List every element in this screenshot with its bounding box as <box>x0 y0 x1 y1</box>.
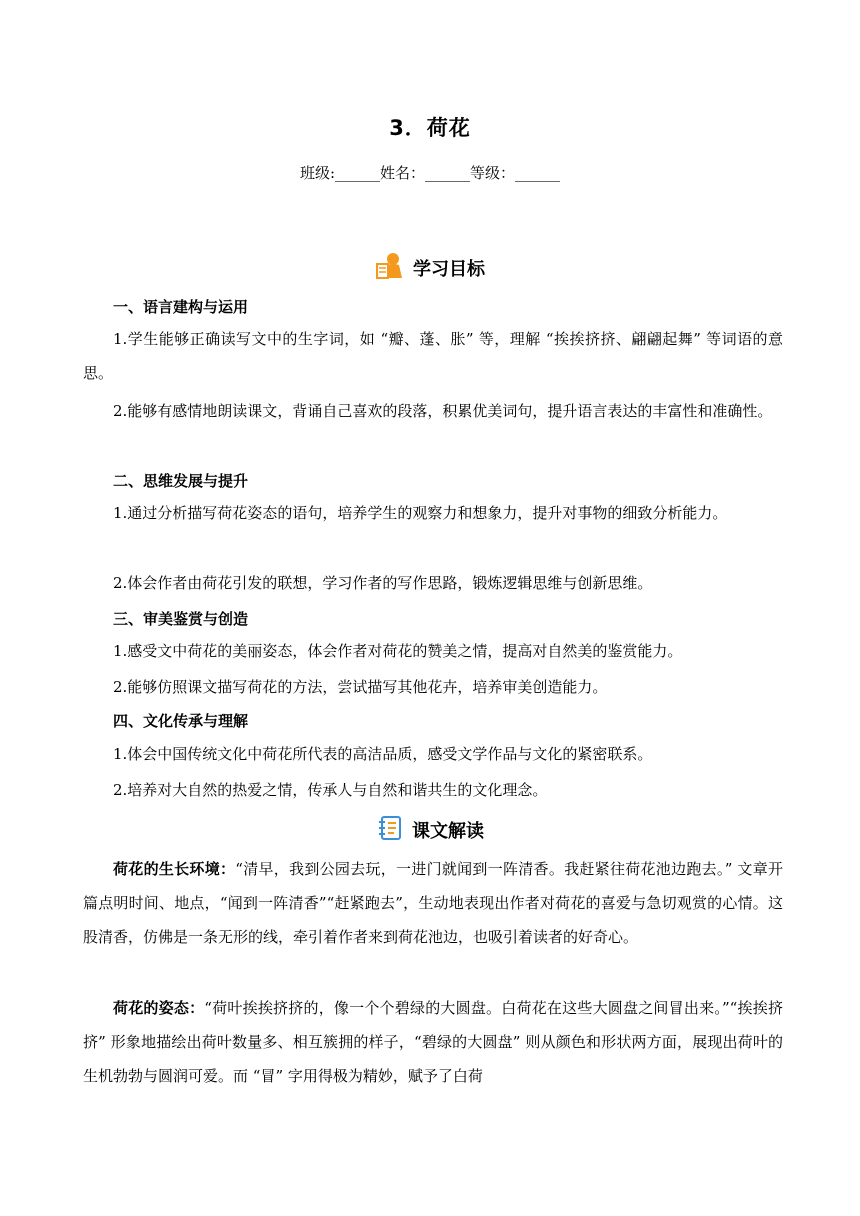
goals-heading: 学习目标 <box>413 259 485 280</box>
goal-group-title: 三、审美鉴赏与创造 <box>113 610 249 628</box>
paragraph-label: 荷花的生长环境： <box>113 860 236 878</box>
goal-group-title: 二、思维发展与提升 <box>113 472 249 490</box>
goal-item: 1.通过分析描写荷花姿态的语句，培养学生的观察力和想象力，提升对事物的细致分析能力。 <box>113 504 728 522</box>
goal-item: 1.体会中国传统文化中荷花所代表的高洁品质，感受文学作品与文化的紧密联系。 <box>113 745 653 763</box>
reading-person-icon <box>375 252 405 284</box>
notebook-icon <box>376 814 404 846</box>
reading-section-header <box>0 814 860 846</box>
goal-group-title: 一、语言建构与运用 <box>113 298 249 316</box>
goals-section-header <box>0 252 860 284</box>
reading-paragraph <box>83 852 783 954</box>
paragraph-text: “清早，我到公园去玩，一进门就闻到一阵清香。我赶紧往荷花池边跑去。” 文章开篇点明时间、地点，“闻到一阵清香”“赶紧跑去”，生动地表现出作者对荷花的喜爱与急切观赏的心情。这股清香，仿佛是一条无形的线，牵引着作者来到荷花池边，也吸引着读者的好奇心。 <box>83 860 783 946</box>
reading-paragraph <box>83 991 783 1093</box>
paragraph-text: “荷叶挨挨挤挤的，像一个个碧绿的大圆盘。白荷花在这些大圆盘之间冒出来。”“挨挨挤挤” 形象地描绘出荷叶数量多、相互簇拥的样子，“碧绿的大圆盘” 则从颜色和形状两方面，展现出荷叶的生机勃勃与圆润可爱。而 “冒” 字用得极为精妙，赋予了白荷 <box>83 999 783 1085</box>
lesson-title: 3．荷花 <box>389 116 471 140</box>
goal-item: 1.感受文中荷花的美丽姿态，体会作者对荷花的赞美之情，提高对自然美的鉴赏能力。 <box>113 642 683 660</box>
goal-item: 2.体会作者由荷花引发的联想，学习作者的写作思路，锻炼逻辑思维与创新思维。 <box>113 574 653 592</box>
goal-item: 2.培养对大自然的热爱之情，传承人与自然和谐共生的文化理念。 <box>113 781 548 799</box>
student-info-line: 班级:______姓名：______等级：______ <box>299 164 561 182</box>
goal-group-title: 四、文化传承与理解 <box>113 712 249 730</box>
goal-item: 2.能够仿照课文描写荷花的方法，尝试描写其他花卉，培养审美创造能力。 <box>113 678 608 696</box>
paragraph-label: 荷花的姿态： <box>113 999 205 1017</box>
goal-item: 1.学生能够正确读写文中的生字词，如 “瓣、蓬、胀” 等，理解 “挨挨挤挤、翩翩起舞” 等词语的意思。 <box>83 330 783 382</box>
reading-heading: 课文解读 <box>412 821 484 842</box>
goal-item: 2.能够有感情地朗读课文，背诵自己喜欢的段落，积累优美词句，提升语言表达的丰富性和准确性。 <box>113 402 773 420</box>
